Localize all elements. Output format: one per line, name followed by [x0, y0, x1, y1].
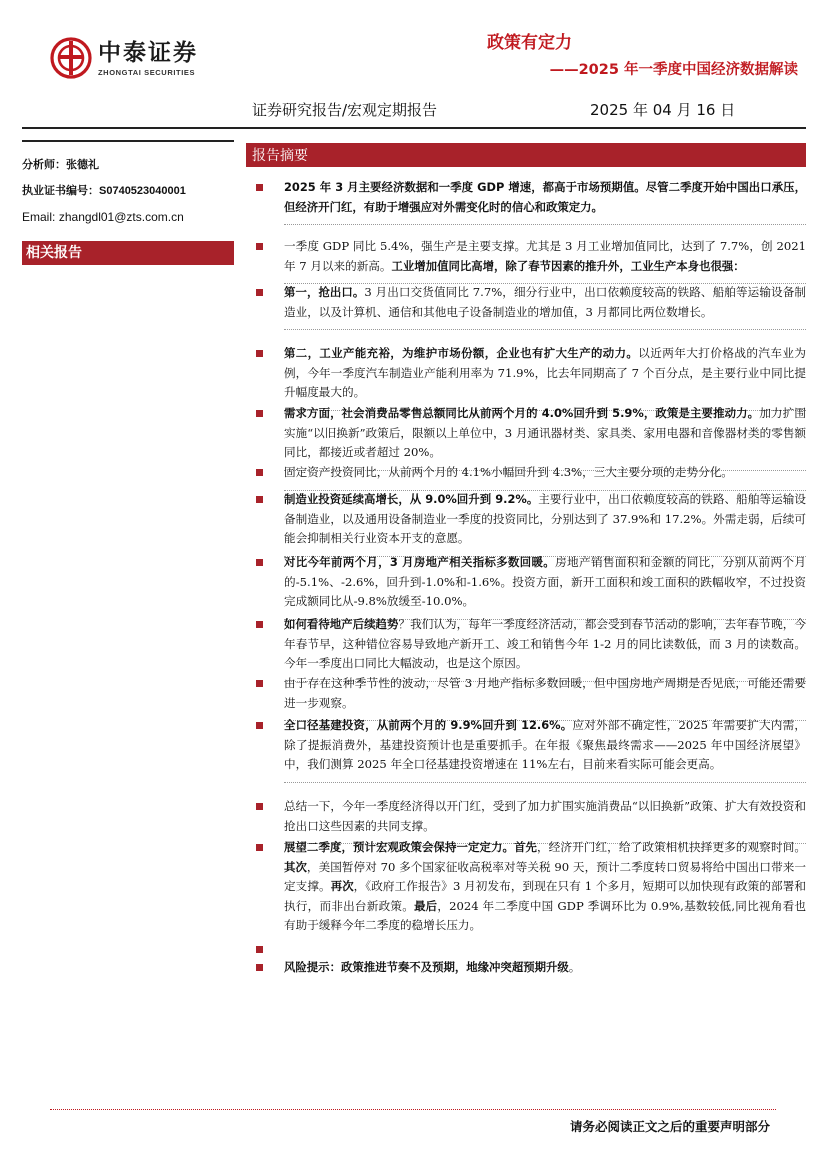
- paragraph-text: 。: [568, 960, 581, 974]
- paragraph-text: ，《政府工作报告》3 月初发布，到现在只有 1 个多月，短期可以加快现有政策的部署和执行，而非出台新政策。: [284, 879, 806, 913]
- bullet-square-icon: [256, 964, 263, 971]
- paragraph-text: 房地产销售面积和金额的同比，分别从前两个月的-5.1%、-2.6%，回升到-1.0%和-1.6%。投资方面，新开工面积和竣工面积的跌幅收窄，不过投资完成额同比从-9.8%放缓至-10.0%。: [284, 555, 806, 608]
- report-date: 2025 年 04 月 16 日: [590, 101, 736, 119]
- paragraph-bold: 最后: [414, 898, 438, 913]
- bullet-square-icon: [256, 243, 263, 250]
- paragraph-text: 总结一下，今年一季度经济得以开门红，受到了加力扩围实施消费品“以旧换新”政策、扩大有效投资和抢出口这些因素的共同支撑。: [284, 799, 806, 833]
- certificate-line: [22, 178, 234, 204]
- paragraph-bold: 第二，工业产能充裕，为维护市场份额，企业也有扩大生产的动力。: [284, 346, 639, 360]
- paragraph-bold: 如何看待地产后续趋势: [284, 617, 399, 631]
- paragraph-divider: [284, 329, 806, 330]
- paragraph-text: 加力扩围实施“以旧换新”政策后，限额以上单位中，3 月通讯器材类、家具类、家用电器和音像器材类的零售额同比，都接近或者超过 20%。: [284, 406, 806, 459]
- summary-paragraph: [256, 344, 806, 403]
- paragraph-bold: 其次: [284, 859, 307, 874]
- bullet-square-icon: [256, 289, 263, 296]
- bullet-square-icon: [256, 803, 263, 810]
- paragraph-text: ，2024 年二季度中国 GDP 季调环比为 0.9%,基数较低,同比视角看也有助于缓释今年二季度的稳增长压力。: [284, 898, 806, 932]
- footer-disclaimer: 请务必阅读正文之后的重要声明部分: [569, 1119, 770, 1134]
- related-reports-header: 相关报告: [22, 241, 234, 265]
- report-type: 证券研究报告/宏观定期报告: [252, 101, 438, 119]
- summary-paragraph: [256, 237, 806, 276]
- company-logo: [50, 36, 198, 80]
- bullet-square-icon: [256, 350, 263, 357]
- bullet-square-icon: [256, 496, 263, 503]
- summary-paragraph: [256, 838, 806, 936]
- paragraph-text: ，经济开门红，给了政策相机抉择更多的观察时间。: [536, 840, 806, 854]
- paragraph-bold: 再次: [330, 879, 354, 893]
- paragraph-text: ，美国暂停对 70 多个国家征收高税率对等关税 90 天，预计二季度转口贸易将给中国出口带来一定支撑。: [284, 859, 806, 893]
- paragraph-text: 一季度 GDP 同比 5.4%，强生产是主要支撑。尤其是 3 月工业增加值同比，达到了 7.7%，创 2021 年 7 月以来的新高。: [284, 239, 806, 273]
- risk-warning: [256, 958, 806, 978]
- paragraph-bold: 第一，抢出口。: [284, 285, 365, 299]
- bullet-square-icon: [256, 469, 263, 476]
- report-subtitle: ——2025 年一季度中国经济数据解读: [549, 62, 798, 78]
- certificate-number: S0740523040001: [99, 185, 186, 197]
- paragraph-text: 以近两年大打价格战的汽车业为例，今年一季度汽车制造业产能利用率为 71.9%，比去年同期高了 7 个百分点，是主要行业中同比提升幅度最大的。: [284, 346, 806, 399]
- summary-paragraph: [256, 674, 806, 713]
- paragraph-bold: 风险提示：政策推进节奏不及预期，地缘冲突超预期升级: [284, 960, 569, 974]
- paragraph-bold: 工业增加值同比高增，除了春节因素的推升外，工业生产本身也很强：: [391, 258, 745, 273]
- summary-paragraph: [256, 797, 806, 836]
- paragraph-bold: 2025 年 3 月主要经济数据和一季度 GDP 增速，都高于市场预期值。尽管二季度开始中国出口承压，但经济开门红，有助于增强应对外需变化时的信心和政策定力。: [284, 180, 806, 214]
- analyst-sidebar: [22, 140, 234, 265]
- summary-paragraph: [256, 178, 806, 217]
- bullet-square-icon: [256, 184, 263, 191]
- summary-paragraph-empty: [256, 940, 806, 960]
- paragraph-text: 主要行业中，出口依赖度较高的铁路、船舶等运输设备制造业，以及通用设备制造业一季度的投资同比，分别达到了 37.9%和 17.2%。外需走弱，后续可能会抑制相关行业资本开支的意愿。: [284, 492, 806, 545]
- certificate-label: 执业证书编号：: [22, 184, 99, 197]
- paragraph-divider: [284, 782, 806, 783]
- paragraph-bold: 展望二季度，预计宏观政策会保持一定定力。首先: [284, 840, 537, 854]
- paragraph-bold: 对比今年前两个月，3 月房地产相关指标多数回暖。: [284, 555, 556, 569]
- bullet-square-icon: [256, 680, 263, 687]
- summary-paragraph: [256, 283, 806, 322]
- bullet-square-icon: [256, 844, 263, 851]
- paragraph-text: 3 月出口交货值同比 7.7%，细分行业中，出口依赖度较高的铁路、船舶等运输设备制造业，以及计算机、通信和其他电子设备制造业的增加值，3 月都同比两位数增长。: [284, 285, 806, 319]
- paragraph-text: ？我们认为，每年一季度经济活动，都会受到春节活动的影响，去年春节晚，今年春节早，这种错位容易导致地产新开工、竣工和销售今年 1-2 月的同比读数低，而 3 月的读数高。今年一季度出口同比大幅波动，也是这个原因。: [284, 617, 806, 670]
- paragraph-bold: 需求方面，社会消费品零售总额同比从前两个月的 4.0%回升到 5.9%，政策是主要推动力。: [284, 406, 760, 420]
- report-title: 政策有定力: [487, 33, 572, 53]
- bullet-square-icon: [256, 410, 263, 417]
- logo-name-cn: 中泰证券: [98, 39, 198, 66]
- summary-paragraph: [256, 490, 806, 549]
- email-label: Email:: [22, 210, 56, 224]
- summary-paragraph: [256, 463, 806, 483]
- bullet-square-icon: [256, 722, 263, 729]
- bullet-square-icon: [256, 559, 263, 566]
- footer-divider: [50, 1109, 776, 1110]
- summary-header: [246, 143, 806, 167]
- summary-paragraph: [256, 404, 806, 463]
- bullet-square-icon: [256, 621, 263, 628]
- summary-title: 报告摘要: [252, 148, 308, 164]
- logo-name-en: ZHONGTAI SECURITIES: [98, 67, 196, 77]
- paragraph-text: 由于存在这种季节性的波动，尽管 3 月地产指标多数回暖，但中国房地产周期是否见底，可能还需要进一步观察。: [284, 676, 806, 710]
- bullet-square-icon: [256, 946, 263, 953]
- paragraph-bold: 全口径基建投资，从前两个月的 9.9%回升到 12.6%。: [284, 718, 573, 732]
- summary-paragraph: [256, 615, 806, 674]
- summary-paragraph: [256, 716, 806, 775]
- analyst-name: 分析师：张德礼: [22, 158, 99, 171]
- zhongtai-logo-icon: [50, 37, 92, 79]
- header-divider: [22, 127, 806, 129]
- paragraph-text: 固定资产投资同比，从前两个月的 4.1%小幅回升到 4.3%，三大主要分项的走势分化。: [284, 465, 733, 479]
- email-line: [22, 204, 234, 231]
- summary-paragraph: [256, 553, 806, 612]
- paragraph-text: 应对外部不确定性，2025 年需要扩大内需，除了提振消费外，基建投资预计也是重要抓手。在年报《聚焦最终需求——2025 年中国经济展望》中，我们测算 2025 年全口径基建投资增速在 11%左右，目前来看实际可能会更高。: [284, 718, 806, 771]
- sidebar-divider: [22, 140, 234, 142]
- paragraph-divider: [284, 224, 806, 225]
- email-address[interactable]: zhangdl01@zts.com.cn: [58, 210, 184, 224]
- paragraph-bold: 制造业投资延续高增长，从 9.0%回升到 9.2%。: [284, 492, 539, 506]
